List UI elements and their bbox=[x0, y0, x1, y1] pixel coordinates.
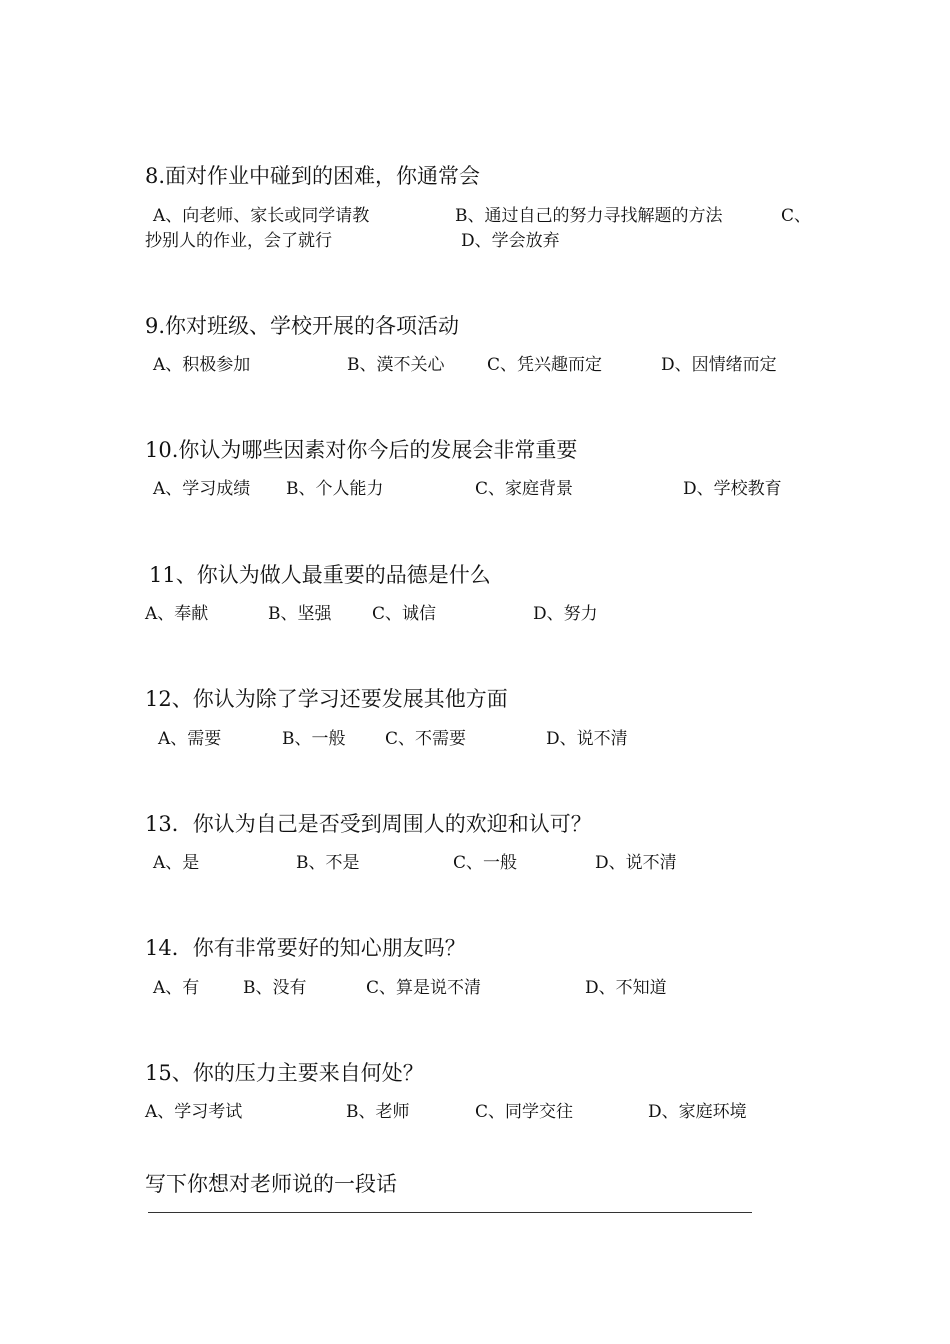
question-9-option-d: D、因情绪而定 bbox=[661, 355, 777, 375]
question-12-option-b: B、一般 bbox=[282, 729, 346, 749]
question-10-option-a: A、学习成绩 bbox=[153, 479, 251, 499]
question-13-option-d: D、说不清 bbox=[595, 853, 677, 873]
question-14-option-a: A、有 bbox=[153, 978, 200, 998]
question-15-option-c: C、同学交往 bbox=[475, 1102, 574, 1122]
question-11-title: 11、你认为做人最重要的品德是什么 bbox=[149, 563, 491, 587]
question-10-option-c: C、家庭背景 bbox=[475, 479, 574, 499]
question-8-option-d: D、学会放弃 bbox=[461, 231, 560, 251]
question-8-option-b: B、通过自己的努力寻找解题的方法 bbox=[455, 206, 723, 226]
question-15-option-b: B、老师 bbox=[346, 1102, 410, 1122]
question-13-option-a: A、是 bbox=[153, 853, 200, 873]
question-8-option-a: A、向老师、家长或同学请教 bbox=[153, 206, 370, 226]
question-9-option-a: A、积极参加 bbox=[153, 355, 251, 375]
question-8-option-c-prefix: C、 bbox=[781, 206, 812, 226]
question-12-title: 12、你认为除了学习还要发展其他方面 bbox=[145, 687, 508, 711]
question-11-option-b: B、坚强 bbox=[268, 604, 332, 624]
question-12-option-c: C、不需要 bbox=[385, 729, 467, 749]
question-9-title: 9.你对班级、学校开展的各项活动 bbox=[145, 314, 460, 338]
question-13-option-b: B、不是 bbox=[296, 853, 360, 873]
question-11-option-a: A、奉献 bbox=[145, 604, 209, 624]
question-13-title: 13．你认为自己是否受到周围人的欢迎和认可？ bbox=[145, 812, 592, 836]
question-9-option-b: B、漠不关心 bbox=[347, 355, 445, 375]
question-14-title: 14．你有非常要好的知心朋友吗？ bbox=[145, 936, 466, 960]
question-15-title: 15、你的压力主要来自何处？ bbox=[145, 1061, 424, 1085]
question-14-option-d: D、不知道 bbox=[585, 978, 667, 998]
question-14-option-c: C、算是说不清 bbox=[366, 978, 482, 998]
question-10-title: 10.你认为哪些因素对你今后的发展会非常重要 bbox=[145, 438, 578, 462]
question-12-option-d: D、说不清 bbox=[546, 729, 628, 749]
question-11-option-d: D、努力 bbox=[533, 604, 598, 624]
question-14-option-b: B、没有 bbox=[243, 978, 307, 998]
closing-prompt: 写下你想对老师说的一段话 bbox=[145, 1172, 397, 1196]
question-8-title: 8.面对作业中碰到的困难，你通常会 bbox=[145, 164, 481, 188]
question-12-option-a: A、需要 bbox=[158, 729, 222, 749]
question-13-option-c: C、一般 bbox=[453, 853, 518, 873]
answer-line bbox=[148, 1212, 752, 1213]
question-15-option-d: D、家庭环境 bbox=[648, 1102, 747, 1122]
question-11-option-c: C、诚信 bbox=[372, 604, 437, 624]
question-10-option-d: D、学校教育 bbox=[683, 479, 782, 499]
question-8-option-c-text: 抄别人的作业，会了就行 bbox=[145, 231, 332, 251]
question-15-option-a: A、学习考试 bbox=[145, 1102, 243, 1122]
question-10-option-b: B、个人能力 bbox=[286, 479, 384, 499]
question-9-option-c: C、凭兴趣而定 bbox=[487, 355, 603, 375]
